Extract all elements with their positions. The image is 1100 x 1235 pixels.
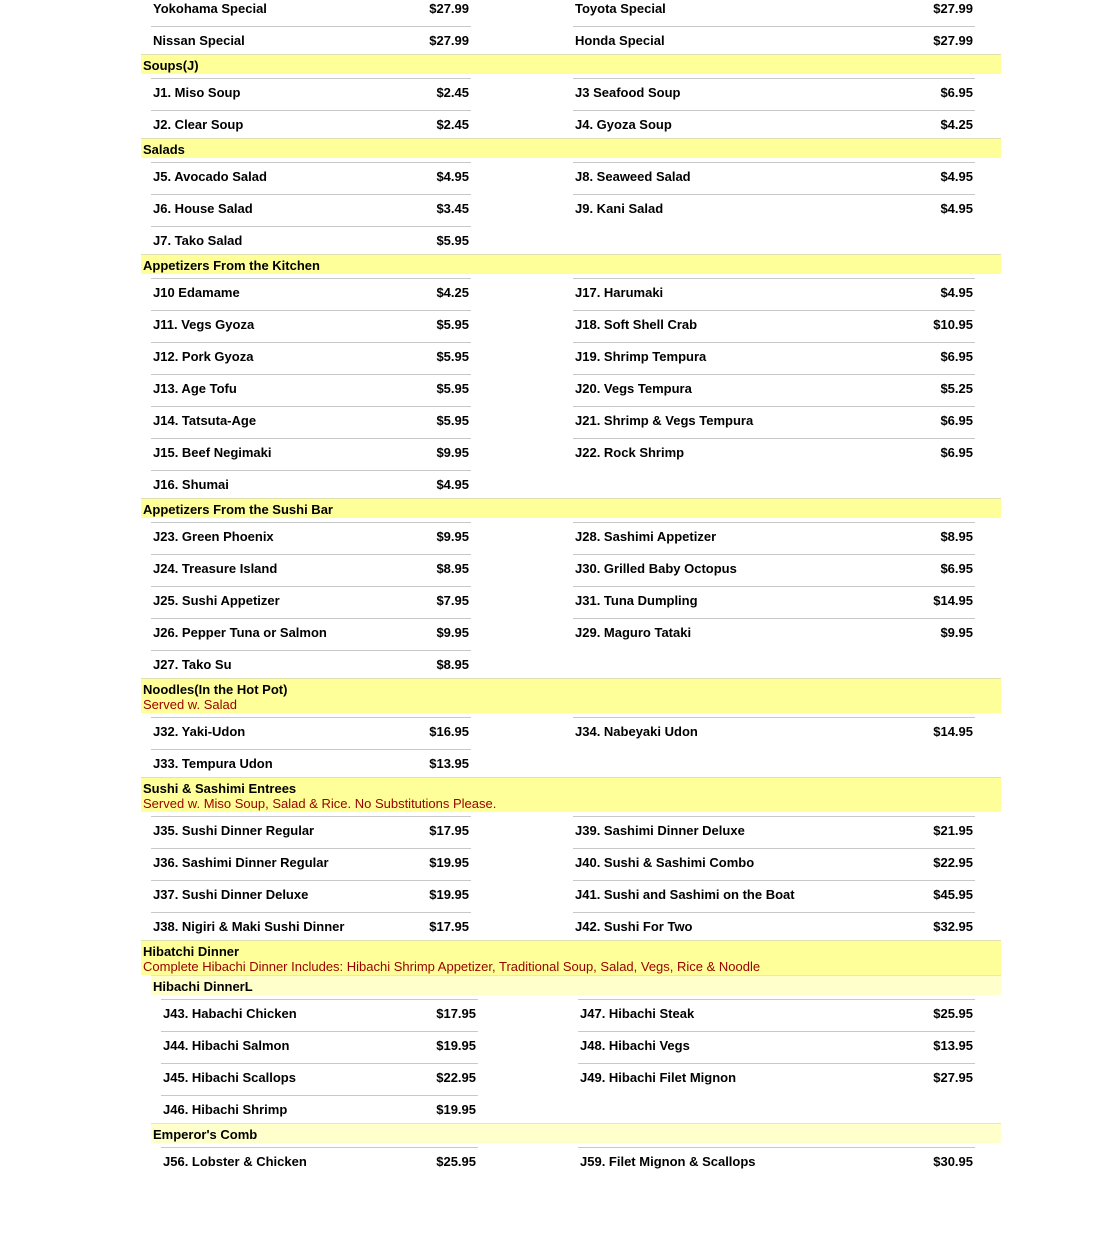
menu-item: [151, 78, 471, 104]
menu-item: [578, 999, 975, 1025]
menu-item: [573, 278, 975, 304]
menu-item-price: $32.95: [933, 919, 973, 934]
menu-item-price: $4.25: [940, 117, 973, 132]
menu-item-name: J28. Sashimi Appetizer: [575, 529, 717, 544]
menu-item: [573, 438, 975, 464]
menu-item-price: $27.99: [933, 1, 973, 16]
menu-item-price: $9.95: [436, 529, 469, 544]
menu-item-name: J12. Pork Gyoza: [153, 349, 254, 364]
menu-item: [161, 1095, 478, 1121]
section-title: Appetizers From the Sushi Bar: [143, 502, 333, 517]
menu-item-name: J22. Rock Shrimp: [575, 445, 685, 460]
menu-item-name: J41. Sushi and Sashimi on the Boat: [575, 887, 795, 902]
menu-item: [151, 26, 471, 52]
menu-item-name: J40. Sushi & Sashimi Combo: [575, 855, 755, 870]
menu-item-name: J30. Grilled Baby Octopus: [575, 561, 737, 576]
menu-item-price: $27.99: [429, 1, 469, 16]
menu-item: [573, 342, 975, 368]
section-header: [141, 138, 1001, 158]
menu-item: [151, 650, 471, 676]
menu-item: [573, 26, 975, 52]
menu-item: [573, 880, 975, 906]
menu-item: [151, 816, 471, 842]
menu-item-price: $8.95: [940, 529, 973, 544]
menu-item-name: J24. Treasure Island: [153, 561, 278, 576]
menu-item-price: $17.95: [429, 823, 469, 838]
subsection-header: [151, 975, 1001, 995]
menu-item-name: Nissan Special: [153, 33, 245, 48]
menu-item: [573, 717, 975, 743]
menu-item: [151, 522, 471, 548]
menu-item-price: $22.95: [933, 855, 973, 870]
menu-item-name: J4. Gyoza Soup: [575, 117, 672, 132]
menu-item-name: J56. Lobster & Chicken: [163, 1154, 307, 1169]
menu-item-name: J2. Clear Soup: [153, 117, 244, 132]
menu-item-price: $16.95: [429, 724, 469, 739]
menu-item-price: $2.45: [436, 85, 469, 100]
section-title: Appetizers From the Kitchen: [143, 258, 320, 273]
menu-item: [151, 848, 471, 874]
menu-item: [573, 848, 975, 874]
menu-item-name: J15. Beef Negimaki: [153, 445, 272, 460]
menu-item-price: $5.25: [940, 381, 973, 396]
menu-item-price: $5.95: [436, 349, 469, 364]
menu-item-price: $2.45: [436, 117, 469, 132]
menu-item-name: J39. Sashimi Dinner Deluxe: [575, 823, 745, 838]
menu-item-price: $27.95: [933, 1070, 973, 1085]
menu-item-price: $27.99: [429, 33, 469, 48]
menu-item-name: J23. Green Phoenix: [153, 529, 274, 544]
menu-item-price: $13.95: [933, 1038, 973, 1053]
menu-item-name: J25. Sushi Appetizer: [153, 593, 280, 608]
section-title: Emperor's Comb: [153, 1127, 258, 1142]
menu-item-name: J36. Sashimi Dinner Regular: [153, 855, 329, 870]
menu-item: [573, 310, 975, 336]
menu-item-price: $4.25: [436, 285, 469, 300]
menu-item-price: $5.95: [436, 233, 469, 248]
menu-item-price: $7.95: [436, 593, 469, 608]
menu-item: [151, 749, 471, 775]
menu-item-price: $6.95: [940, 561, 973, 576]
section-header: [141, 254, 1001, 274]
section-subtitle: Served w. Salad: [143, 697, 237, 712]
menu-item: [161, 1063, 478, 1089]
menu-item-price: $21.95: [933, 823, 973, 838]
menu-item-price: $45.95: [933, 887, 973, 902]
menu-item: [573, 0, 975, 20]
menu-item: [573, 110, 975, 136]
menu-item: [151, 618, 471, 644]
menu-item-price: $6.95: [940, 349, 973, 364]
menu-item: [151, 342, 471, 368]
menu-item: [151, 438, 471, 464]
menu-item-name: J37. Sushi Dinner Deluxe: [153, 887, 309, 902]
menu-item: [161, 999, 478, 1025]
menu-item-name: J14. Tatsuta-Age: [153, 413, 257, 428]
menu-item: [573, 194, 975, 220]
menu-item-price: $6.95: [940, 413, 973, 428]
menu-item-price: $9.95: [436, 445, 469, 460]
section-header: [141, 940, 1001, 975]
menu-item-price: $5.95: [436, 413, 469, 428]
menu-item-price: $19.95: [436, 1038, 476, 1053]
section-title: Soups(J): [143, 58, 199, 73]
menu-item: [573, 912, 975, 938]
menu-item-name: J46. Hibachi Shrimp: [163, 1102, 288, 1117]
menu-item-name: J42. Sushi For Two: [575, 919, 693, 934]
section-header: [141, 54, 1001, 74]
section-title: Hibachi DinnerL: [153, 979, 253, 994]
menu-item-price: $6.95: [940, 85, 973, 100]
menu-item: [151, 0, 471, 20]
menu-item-price: $27.99: [933, 33, 973, 48]
menu-item-name: J6. House Salad: [153, 201, 253, 216]
menu-item: [151, 586, 471, 612]
menu-item-price: $4.95: [940, 285, 973, 300]
menu-item-price: $3.45: [436, 201, 469, 216]
menu-item: [573, 586, 975, 612]
menu-item-name: J27. Tako Su: [153, 657, 232, 672]
menu-item: [161, 1147, 478, 1173]
section-title: Noodles(In the Hot Pot): [143, 682, 288, 697]
menu-item-name: J20. Vegs Tempura: [575, 381, 692, 396]
menu-item-name: J7. Tako Salad: [153, 233, 243, 248]
menu-item-price: $30.95: [933, 1154, 973, 1169]
menu-item-price: $10.95: [933, 317, 973, 332]
section-title: Hibatchi Dinner: [143, 944, 240, 959]
menu-item-price: $17.95: [429, 919, 469, 934]
menu-item-price: $4.95: [940, 169, 973, 184]
menu-item-price: $14.95: [933, 724, 973, 739]
menu-item-price: $4.95: [436, 169, 469, 184]
menu-item-price: $4.95: [436, 477, 469, 492]
menu-item: [151, 310, 471, 336]
menu-item-name: J19. Shrimp Tempura: [575, 349, 707, 364]
menu-item-price: $19.95: [429, 855, 469, 870]
menu-item: [573, 374, 975, 400]
menu-item: [573, 78, 975, 104]
menu-item-name: J31. Tuna Dumpling: [575, 593, 698, 608]
menu-item: [578, 1031, 975, 1057]
menu-item: [151, 162, 471, 188]
menu-item-name: J9. Kani Salad: [575, 201, 664, 216]
menu-item: [151, 470, 471, 496]
section-title: Salads: [143, 142, 185, 157]
menu-item-name: J33. Tempura Udon: [153, 756, 273, 771]
menu-item-price: $25.95: [933, 1006, 973, 1021]
section-header: [141, 777, 1001, 812]
menu-item-name: J11. Vegs Gyoza: [153, 317, 255, 332]
menu-item-name: J5. Avocado Salad: [153, 169, 267, 184]
menu-item-price: $13.95: [429, 756, 469, 771]
menu-item: [578, 1063, 975, 1089]
menu-item-name: J26. Pepper Tuna or Salmon: [153, 625, 327, 640]
menu-item-name: Toyota Special: [575, 1, 666, 16]
menu-item-price: $19.95: [436, 1102, 476, 1117]
menu-item-name: J8. Seaweed Salad: [575, 169, 691, 184]
menu-item-price: $17.95: [436, 1006, 476, 1021]
menu-item-name: J3 Seafood Soup: [575, 85, 681, 100]
menu-item-name: J13. Age Tofu: [153, 381, 237, 396]
section-title: Sushi & Sashimi Entrees: [143, 781, 297, 796]
menu-item-name: Yokohama Special: [153, 1, 267, 16]
menu-item-name: J38. Nigiri & Maki Sushi Dinner: [153, 919, 345, 934]
menu-item: [151, 554, 471, 580]
menu-item-name: J48. Hibachi Vegs: [580, 1038, 690, 1053]
menu-item: [151, 110, 471, 136]
menu-item-name: J45. Hibachi Scallops: [163, 1070, 296, 1085]
menu-item: [151, 374, 471, 400]
menu-item-name: J47. Hibachi Steak: [580, 1006, 695, 1021]
menu-item-price: $5.95: [436, 317, 469, 332]
menu-item-name: J21. Shrimp & Vegs Tempura: [575, 413, 754, 428]
menu-item: [151, 717, 471, 743]
menu-item-price: $9.95: [436, 625, 469, 640]
menu-item-price: $14.95: [933, 593, 973, 608]
menu-item: [573, 554, 975, 580]
menu-item-name: J59. Filet Mignon & Scallops: [580, 1154, 756, 1169]
menu-item-price: $8.95: [436, 657, 469, 672]
menu-item-name: J10 Edamame: [153, 285, 240, 300]
menu-item: [161, 1031, 478, 1057]
menu-item-name: J32. Yaki-Udon: [153, 724, 246, 739]
menu-item: [151, 278, 471, 304]
menu-item: [573, 618, 975, 644]
menu-item: [151, 912, 471, 938]
section-header: [141, 498, 1001, 518]
menu-item: [573, 522, 975, 548]
menu-item: [151, 226, 471, 252]
menu-item-name: J18. Soft Shell Crab: [575, 317, 698, 332]
menu-item: [578, 1147, 975, 1173]
menu-item-price: $9.95: [940, 625, 973, 640]
menu-item-name: J34. Nabeyaki Udon: [575, 724, 698, 739]
menu-item-price: $22.95: [436, 1070, 476, 1085]
section-subtitle: Complete Hibachi Dinner Includes: Hibachi Shrimp Appetizer, Traditional Soup, Salad, Vegs, Rice & Noodle: [143, 959, 761, 974]
menu-item: [151, 406, 471, 432]
menu-item: [151, 194, 471, 220]
menu-item: [573, 162, 975, 188]
menu-item-name: J29. Maguro Tataki: [575, 625, 692, 640]
menu-item: [573, 816, 975, 842]
menu-item-price: $4.95: [940, 201, 973, 216]
section-subtitle: Served w. Miso Soup, Salad & Rice. No Substitutions Please.: [143, 796, 497, 811]
menu-item-name: J49. Hibachi Filet Mignon: [580, 1070, 737, 1085]
menu-item-name: J44. Hibachi Salmon: [163, 1038, 290, 1053]
menu-item-name: Honda Special: [575, 33, 665, 48]
menu-item-name: J1. Miso Soup: [153, 85, 241, 100]
menu-item: [151, 880, 471, 906]
menu-item-name: J35. Sushi Dinner Regular: [153, 823, 315, 838]
menu-item: [573, 406, 975, 432]
subsection-header: [151, 1123, 1001, 1143]
menu-item-price: $25.95: [436, 1154, 476, 1169]
section-header: [141, 678, 1001, 713]
menu-item-name: J16. Shumai: [153, 477, 229, 492]
menu-item-name: J43. Habachi Chicken: [163, 1006, 297, 1021]
menu-item-price: $5.95: [436, 381, 469, 396]
menu-item-price: $19.95: [429, 887, 469, 902]
menu-item-name: J17. Harumaki: [575, 285, 664, 300]
menu-item-price: $8.95: [436, 561, 469, 576]
menu-item-price: $6.95: [940, 445, 973, 460]
